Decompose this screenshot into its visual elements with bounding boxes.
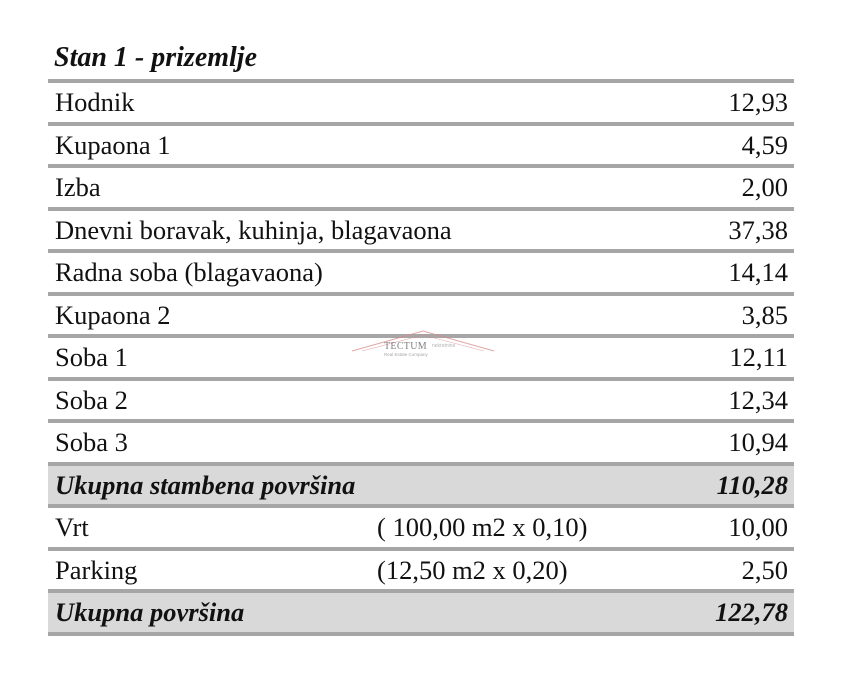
watermark-brand: TECTUM: [384, 341, 427, 352]
table-row: [48, 211, 794, 254]
table-row: [48, 296, 794, 339]
row-label: Ukupna površina: [55, 597, 245, 627]
row-value: 37,38: [728, 214, 788, 245]
row-label: Vrt: [55, 512, 89, 542]
table-row: [48, 551, 794, 594]
row-label: Radna soba (blagavaona): [55, 257, 323, 287]
watermark-tag: Real Estate Company: [384, 352, 428, 357]
row-value: 12,11: [729, 342, 788, 372]
table-row: [48, 168, 794, 211]
row-label: Ukupna stambena površina: [55, 469, 356, 500]
row-value: 3,85: [741, 299, 788, 330]
row-label: Parking: [55, 554, 138, 585]
row-label: Hodnik: [55, 87, 135, 117]
row-label: Kupaona 2: [55, 299, 171, 330]
row-value: 12,34: [728, 384, 788, 415]
table-row: [48, 338, 794, 381]
row-formula: ( 100,00 m2 x 0,10): [377, 512, 588, 542]
row-value: 4,59: [741, 129, 788, 160]
table-row: [48, 83, 794, 126]
row-value: 10,00: [728, 512, 788, 542]
total-row: [48, 593, 794, 636]
row-value: 110,28: [716, 469, 788, 500]
table-row: [48, 423, 794, 466]
row-value: 122,78: [715, 597, 788, 627]
row-label: Dnevni boravak, kuhinja, blagavaona: [55, 214, 452, 245]
row-label: Soba 3: [55, 427, 128, 457]
row-label: Soba 1: [55, 342, 128, 372]
table-row: [48, 126, 794, 169]
watermark-sub: nekretnine: [432, 343, 456, 349]
total-row: [48, 466, 794, 509]
row-formula: (12,50 m2 x 0,20): [377, 554, 568, 585]
table-row: [48, 253, 794, 296]
row-label: Kupaona 1: [55, 129, 171, 160]
page-title: Stan 1 - prizemlje: [54, 42, 258, 73]
row-value: 12,93: [728, 87, 788, 117]
area-table: [48, 79, 794, 636]
row-value: 2,50: [741, 554, 788, 585]
row-label: Izba: [55, 172, 101, 202]
row-label: Soba 2: [55, 384, 128, 415]
row-value: 2,00: [741, 172, 788, 202]
row-value: 14,14: [728, 257, 788, 287]
table-row: [48, 381, 794, 424]
row-value: 10,94: [728, 427, 788, 457]
table-row: [48, 508, 794, 551]
